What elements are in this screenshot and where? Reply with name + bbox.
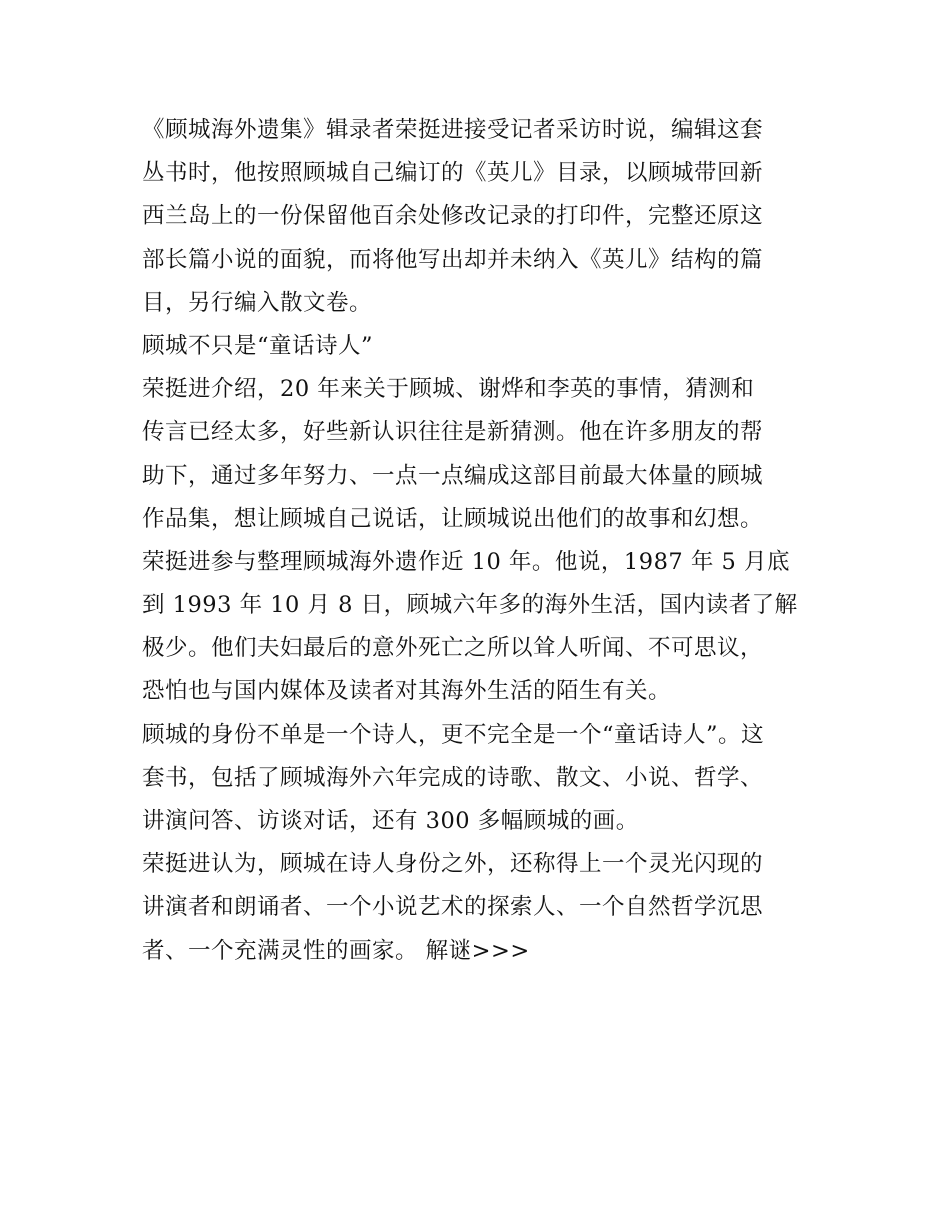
text-line: 传言已经太多，好些新认识往往是新猜测。他在许多朋友的帮 (142, 419, 764, 446)
text-line: 西兰岛上的一份保留他百余处修改记录的打印件，完整还原这 (142, 203, 764, 230)
text-line: 《顾城海外遗集》辑录者荣挺进接受记者采访时说，编辑这套 (142, 117, 764, 143)
text-line: 荣挺进介绍，20 年来关于顾城、谢烨和李英的事情，猜测和 (142, 376, 755, 403)
text-line: 顾城的身份不单是一个诗人，更不完全是一个“童话诗人”。这 (142, 721, 765, 748)
text-line: 恐怕也与国内媒体及读者对其海外生活的陌生有关。 (142, 678, 672, 705)
text-line: 极少。他们夫妇最后的意外死亡之所以耸人听闻、不可思议， (142, 635, 764, 662)
text-line: 荣挺进认为，顾城在诗人身份之外，还称得上一个灵光闪现的 (142, 851, 764, 878)
text-line: 助下，通过多年努力、一点一点编成这部目前最大体量的顾城 (142, 462, 764, 489)
text-line: 荣挺进参与整理顾城海外遗作近 10 年。他说，1987 年 5 月底 (142, 548, 790, 575)
text-line: 作品集，想让顾城自己说话，让顾城说出他们的故事和幻想。 (142, 505, 764, 532)
text-line: 部长篇小说的面貌，而将他写出却并未纳入《英儿》结构的篇 (142, 246, 764, 273)
text-line: 讲演者和朗诵者、一个小说艺术的探索人、一个自然哲学沉思 (142, 894, 764, 921)
article-body (142, 109, 822, 973)
text-line: 丛书时，他按照顾城自己编订的《英儿》目录，以顾城带回新 (142, 160, 764, 187)
text-line: 讲演问答、访谈对话，还有 300 多幅顾城的画。 (142, 808, 639, 834)
text-line-with-link: 者、一个充满灵性的画家。 解谜>>> (142, 937, 530, 964)
section-heading: 顾城不只是“童话诗人” (142, 332, 374, 359)
text-line: 目，另行编入散文卷。 (142, 289, 373, 316)
text-line: 到 1993 年 10 月 8 日，顾城六年多的海外生活，国内读者了解 (142, 592, 798, 619)
text-line: 套书，包括了顾城海外六年完成的诗歌、散文、小说、哲学、 (142, 764, 764, 791)
